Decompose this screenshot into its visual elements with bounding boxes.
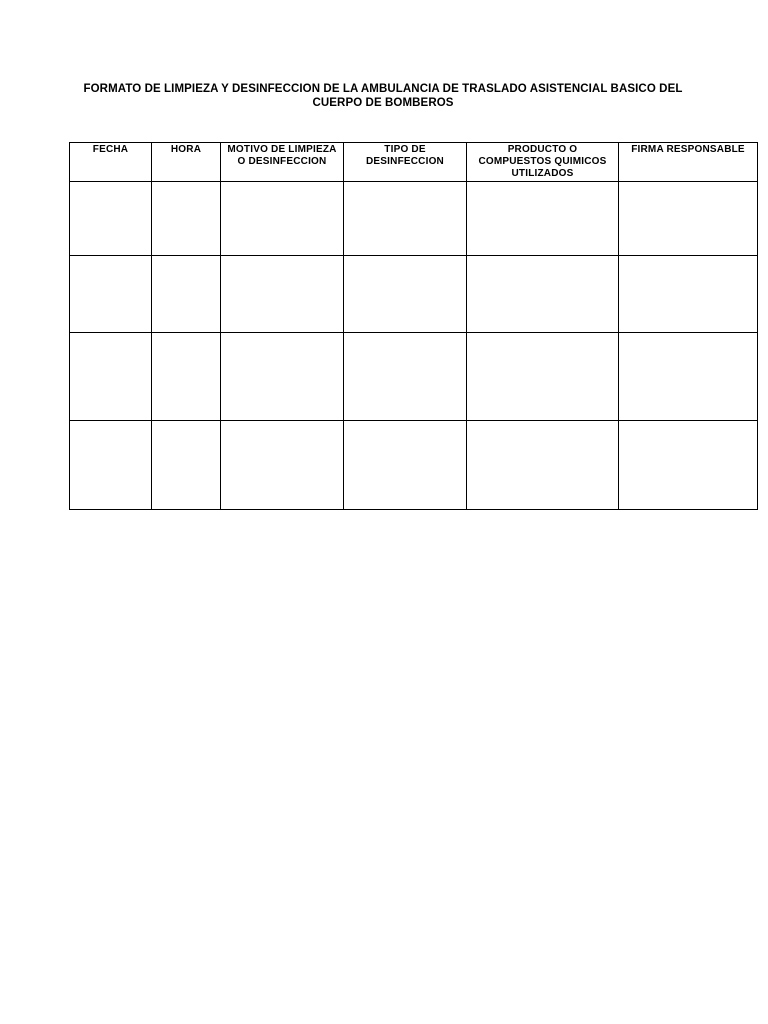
cell-producto[interactable] [467, 256, 619, 333]
cell-hora[interactable] [152, 182, 221, 256]
cell-fecha[interactable] [70, 333, 152, 421]
header-firma: FIRMA RESPONSABLE [619, 143, 758, 182]
cell-tipo[interactable] [344, 421, 467, 510]
cell-hora[interactable] [152, 256, 221, 333]
cell-firma[interactable] [619, 333, 758, 421]
cell-motivo[interactable] [221, 333, 344, 421]
cell-producto[interactable] [467, 333, 619, 421]
header-fecha: FECHA [70, 143, 152, 182]
header-producto: PRODUCTO O COMPUESTOS QUIMICOS UTILIZADOS [467, 143, 619, 182]
cell-motivo[interactable] [221, 182, 344, 256]
cell-hora[interactable] [152, 421, 221, 510]
table-row [70, 256, 758, 333]
cell-fecha[interactable] [70, 421, 152, 510]
table-row [70, 333, 758, 421]
cell-motivo[interactable] [221, 256, 344, 333]
cell-motivo[interactable] [221, 421, 344, 510]
document-title [40, 82, 726, 110]
cell-hora[interactable] [152, 333, 221, 421]
document-title-line-1: FORMATO DE LIMPIEZA Y DESINFECCION DE LA AMBULANCIA DE TRASLADO ASISTENCIAL BASICO DEL [83, 83, 683, 95]
cell-producto[interactable] [467, 182, 619, 256]
header-hora: HORA [152, 143, 221, 182]
cell-firma[interactable] [619, 182, 758, 256]
cell-fecha[interactable] [70, 256, 152, 333]
table-header-row [70, 143, 758, 182]
header-motivo: MOTIVO DE LIMPIEZA O DESINFECCION [221, 143, 344, 182]
cell-firma[interactable] [619, 256, 758, 333]
document-title-line-2: CUERPO DE BOMBEROS [312, 97, 454, 109]
table-row [70, 421, 758, 510]
cell-tipo[interactable] [344, 182, 467, 256]
table-row [70, 182, 758, 256]
header-tipo: TIPO DE DESINFECCION [344, 143, 467, 182]
cell-tipo[interactable] [344, 333, 467, 421]
cell-firma[interactable] [619, 421, 758, 510]
cell-producto[interactable] [467, 421, 619, 510]
cell-tipo[interactable] [344, 256, 467, 333]
cell-fecha[interactable] [70, 182, 152, 256]
cleaning-log-table [69, 142, 758, 510]
